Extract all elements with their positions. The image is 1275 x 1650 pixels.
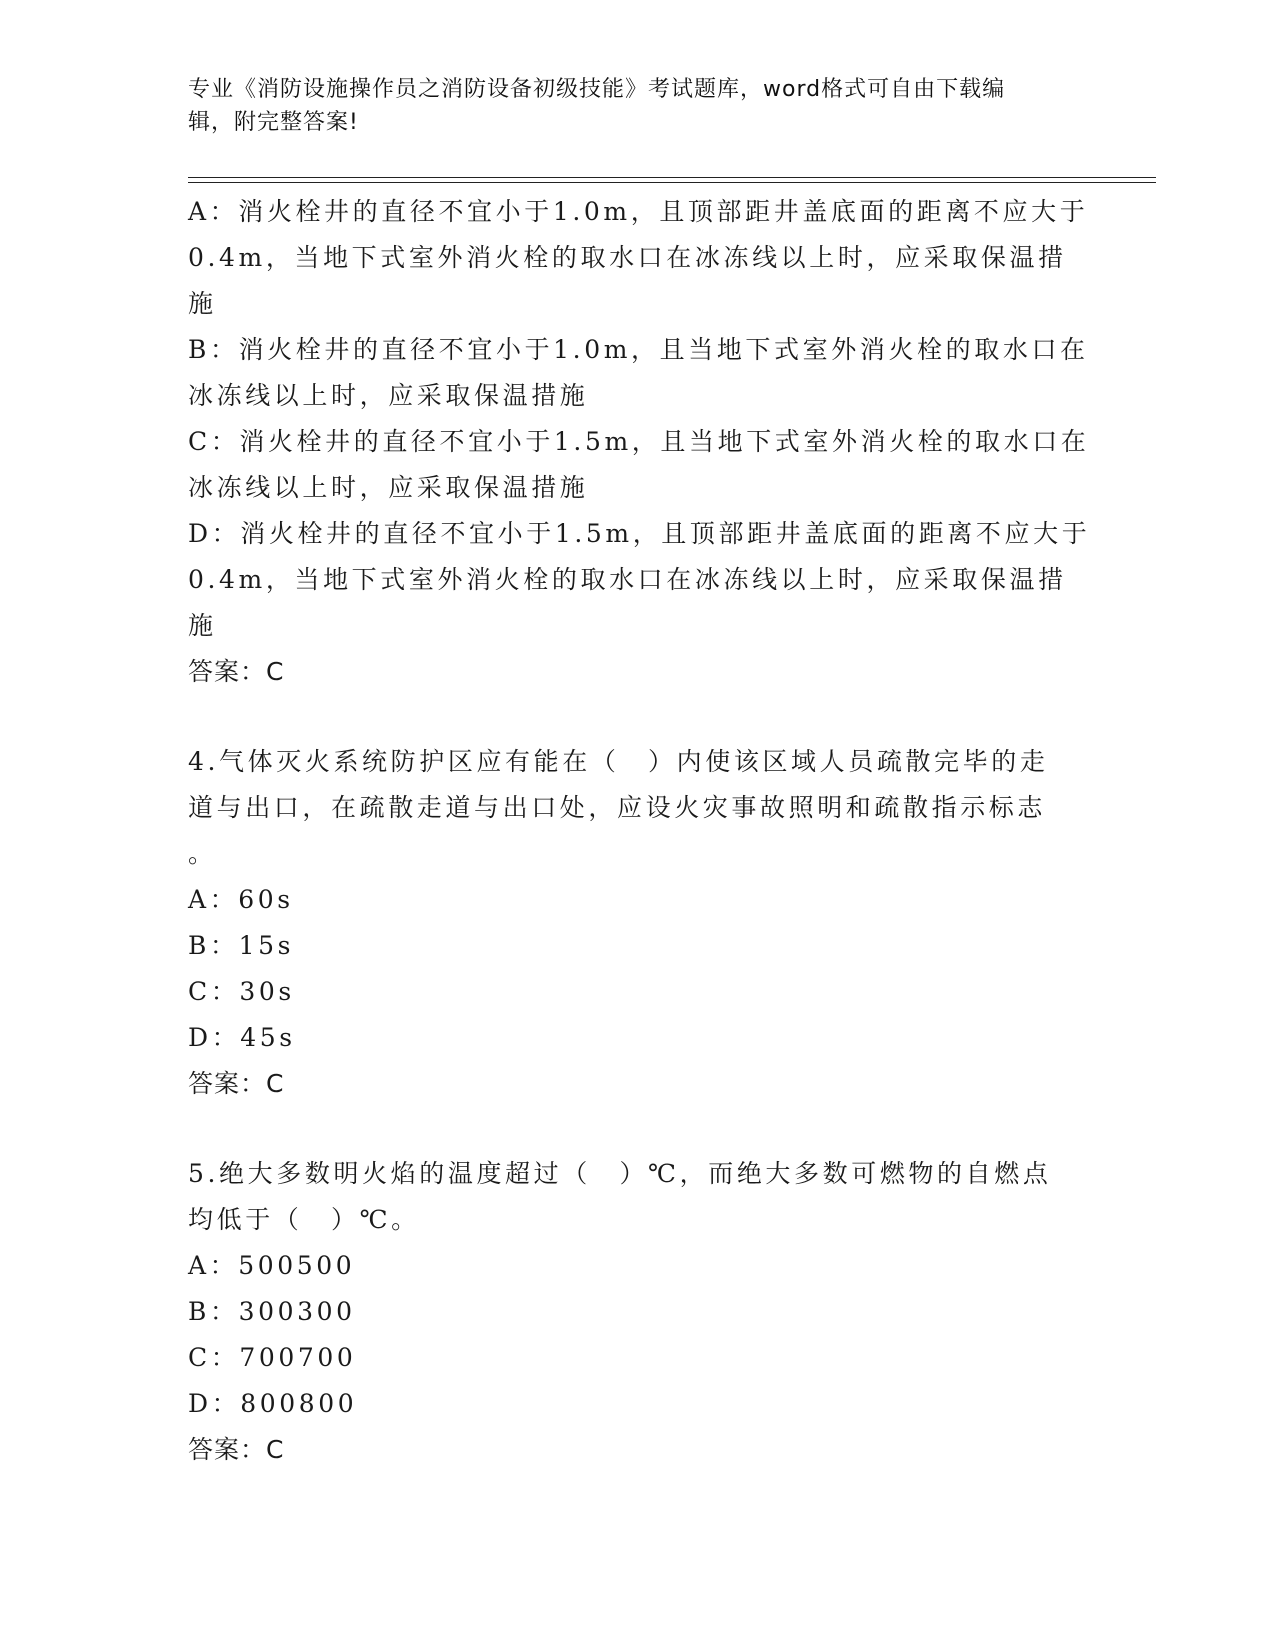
option-a: A：500500: [188, 1251, 356, 1280]
option-text-line: D：消火栓井的直径不宜小于1.5m，且顶部距井盖底面的距离不应大于: [188, 519, 1091, 548]
question-text-line: 4.气体灭火系统防护区应有能在（ ）内使该区域人员疏散完毕的走: [188, 747, 1049, 776]
question-3-block: [188, 189, 1091, 695]
option-text-line: 0.4m，当地下式室外消火栓的取水口在冰冻线以上时，应采取保温措: [188, 565, 1067, 594]
header-text-line: 专业《消防设施操作员之消防设备初级技能》考试题库，word格式可自由下载编: [188, 77, 1006, 102]
option-c: [188, 419, 1088, 511]
option-b: B：15s: [188, 931, 295, 960]
option-b: B：300300: [188, 1297, 356, 1326]
option-text-line: 冰冻线以上时，应采取保温措施: [188, 473, 589, 502]
option-b: [188, 327, 1088, 419]
question-content: [188, 189, 1091, 1473]
option-text-line: 0.4m，当地下式室外消火栓的取水口在冰冻线以上时，应采取保温措: [188, 243, 1067, 272]
option-a: A：60s: [188, 885, 294, 914]
option-d: D：800800: [188, 1389, 358, 1418]
option-a: [188, 189, 1088, 327]
spacer: [188, 695, 1088, 739]
question-stem: [188, 1151, 1088, 1243]
question-4-block: [188, 739, 1088, 1107]
answer-label: 答案：C: [188, 657, 285, 686]
question-text-line: 道与出口，在疏散走道与出口处，应设火灾事故照明和疏散指示标志: [188, 793, 1047, 822]
question-stem: [188, 739, 1088, 877]
header-divider: [188, 182, 1156, 183]
option-c: C：30s: [188, 977, 295, 1006]
option-text-line: B：消火栓井的直径不宜小于1.0m，且当地下式室外消火栓的取水口在: [188, 335, 1089, 364]
header-divider: [188, 177, 1156, 178]
option-c: C：700700: [188, 1343, 357, 1372]
option-text-line: C：消火栓井的直径不宜小于1.5m，且当地下式室外消火栓的取水口在: [188, 427, 1090, 456]
spacer: [188, 1107, 1088, 1151]
option-d: D：45s: [188, 1023, 296, 1052]
option-text-line: A：消火栓井的直径不宜小于1.0m，且顶部距井盖底面的距离不应大于: [188, 197, 1089, 226]
question-text-line: 。: [188, 839, 217, 868]
option-d: [188, 511, 1091, 649]
question-text-line: 5.绝大多数明火焰的温度超过（ ）℃，而绝大多数可燃物的自燃点: [188, 1159, 1052, 1188]
question-5-block: [188, 1151, 1088, 1473]
header-text-line: 辑，附完整答案!: [188, 110, 359, 135]
answer-label: 答案：C: [188, 1069, 285, 1098]
document-header: [188, 73, 1088, 139]
option-text-line: 冰冻线以上时，应采取保温措施: [188, 381, 589, 410]
question-text-line: 均低于（ ）℃。: [188, 1205, 420, 1234]
option-text-line: 施: [188, 289, 217, 318]
option-text-line: 施: [188, 611, 217, 640]
answer-label: 答案：C: [188, 1435, 285, 1464]
